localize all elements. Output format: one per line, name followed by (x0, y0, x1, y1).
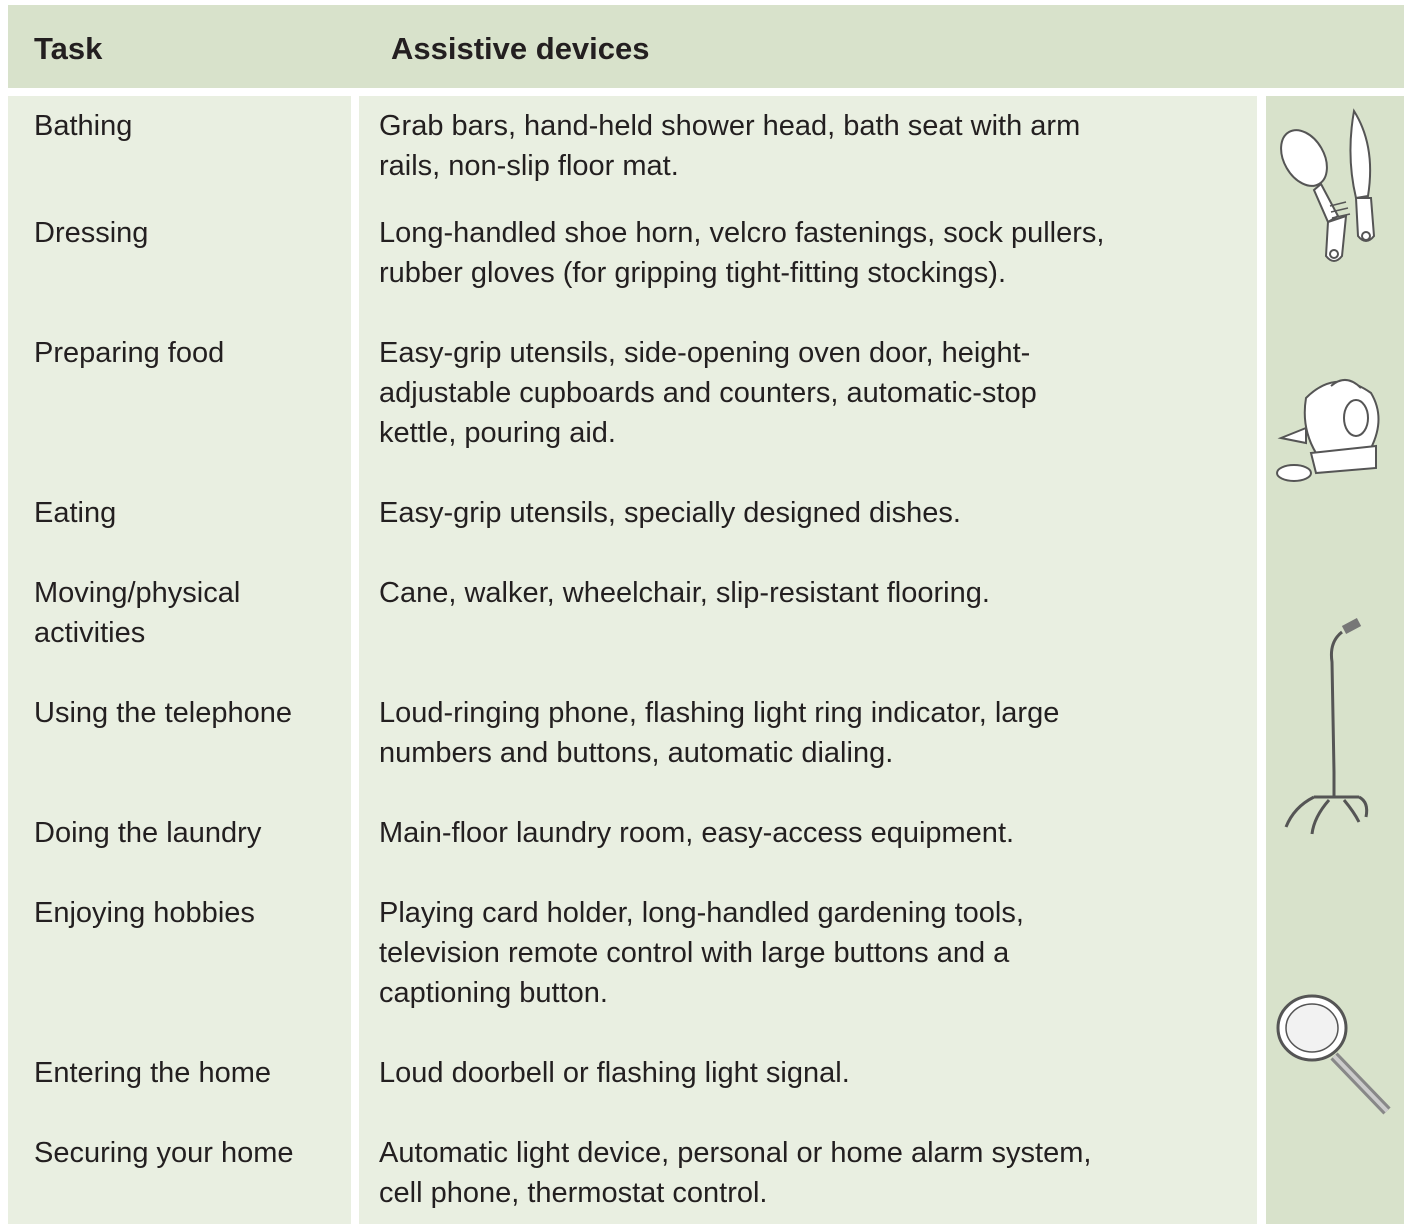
task-cell: Securing your home (34, 1137, 294, 1169)
task-cell: Using the telephone (34, 697, 292, 729)
devices-cell: Main-floor laundry room, easy-access equipment. (379, 817, 1015, 849)
magnifier-icon (1272, 986, 1397, 1126)
task-cell: Eating (34, 497, 117, 529)
devices-cell: Cane, walker, wheelchair, slip-resistant flooring. (379, 577, 990, 609)
task-cell: Dressing (34, 217, 149, 249)
column-header-devices: Assistive devices (391, 31, 650, 66)
devices-cell: Long-handled shoe horn, velcro fastenings, sock pullers, rubber gloves (for gripping tight-fitting stockings). (379, 217, 1105, 289)
task-cell: Enjoying hobbies (34, 897, 255, 929)
table-header (8, 5, 1404, 88)
column-header-task: Task (34, 31, 103, 66)
task-cell: Preparing food (34, 337, 225, 369)
devices-cell: Easy-grip utensils, side-opening oven door, height- adjustable cupboards and counters, automatic-stop kettle, pouring aid. (379, 337, 1037, 449)
devices-cell: Grab bars, hand-held shower head, bath seat with arm rails, non-slip floor mat. (379, 110, 1081, 182)
devices-cell: Automatic light device, personal or home alarm system, cell phone, thermostat control. (379, 1137, 1092, 1209)
task-cell: Moving/physical activities (34, 577, 241, 649)
cane-icon (1274, 612, 1384, 842)
devices-cell: Loud-ringing phone, flashing light ring indicator, large numbers and buttons, automatic dialing. (379, 697, 1060, 769)
task-cell: Doing the laundry (34, 817, 262, 849)
devices-cell: Easy-grip utensils, specially designed dishes. (379, 497, 961, 529)
task-cell: Entering the home (34, 1057, 271, 1089)
task-cell: Bathing (34, 110, 133, 142)
kettle-icon (1276, 368, 1391, 488)
illustration-column (1266, 96, 1404, 1224)
devices-cell: Loud doorbell or flashing light signal. (379, 1057, 850, 1089)
devices-cell: Playing card holder, long-handled gardening tools, television remote control with large buttons and a captioning button. (379, 897, 1024, 1009)
utensils-icon (1276, 106, 1391, 266)
